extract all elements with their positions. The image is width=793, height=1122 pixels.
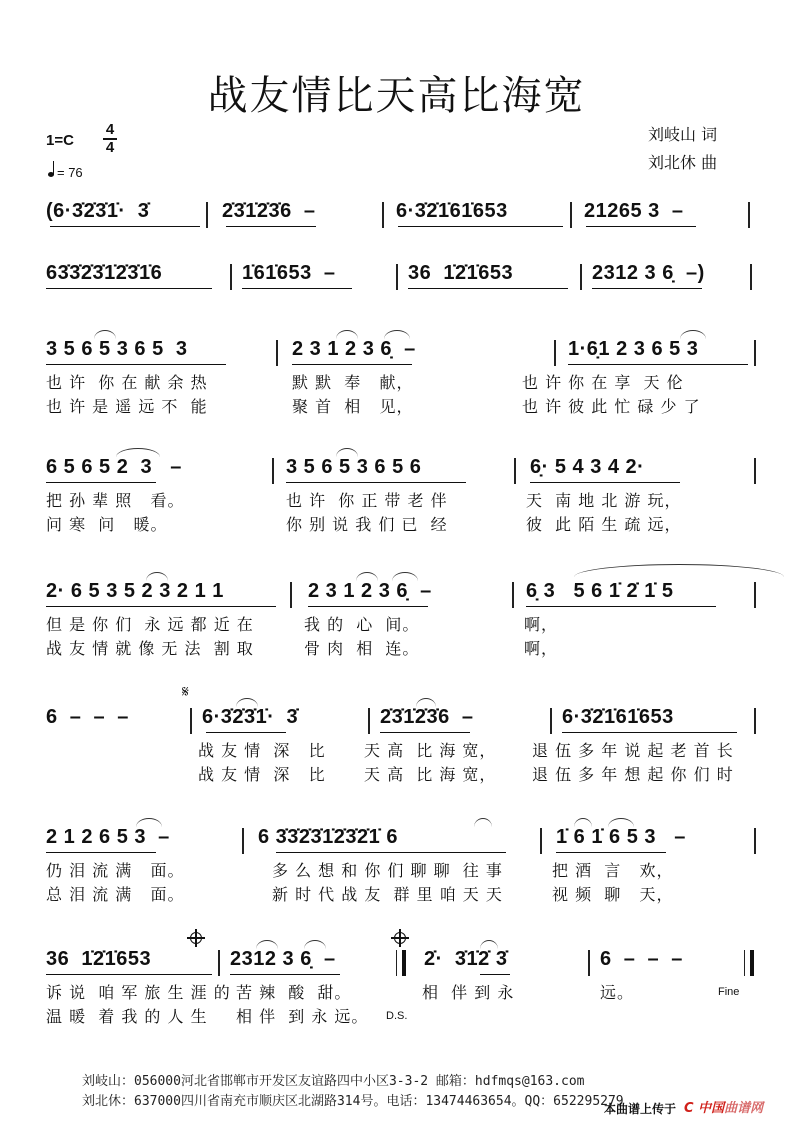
system-7 [46,826,756,904]
lyric-verse2: 也 许 彼 此 忙 碌 少 了 [522,397,701,416]
measure-5: 63̇3̇2̇3̇1̇2̇3̇1̇6 [46,262,163,284]
underline [556,852,666,853]
underline [592,288,702,289]
composer-credit: 刘北休 曲 [648,153,718,172]
lyric-verse2: 彼 此 陌 生 疏 远， [526,515,682,534]
lyric-verse1: 天 高 比 海 宽， [364,741,497,760]
barline [206,202,208,228]
footer-contact-composer: 刘北休：637000四川省南充市顺庆区北湖路314号。电话：13474463654。QQ：652295279 [82,1094,624,1109]
measure-18: 6 – – – [46,706,129,728]
measure-15: 2· 6 5 3 5 2 3 2 1 1 [46,580,224,602]
measure-19: 6·3̇2̇3̇1̇· 3̇ [202,706,299,728]
underline [46,852,156,853]
lyric-verse1: 也 许 你 正 带 老 伴 [286,491,448,510]
underline [286,482,466,483]
lyric-verse1: 多 么 想 和 你 们 聊 聊 往 事 [272,861,503,880]
barline [754,828,756,854]
lyric-verse1: 默 默 奉 献， [292,373,414,392]
lyric-verse1: 天 南 地 北 游 玩， [526,491,682,510]
coda-icon [190,932,202,944]
logo-icon: C [684,1101,694,1116]
measure-12: 6 5 6 5 2 3 – [46,456,182,478]
system-3 [46,338,756,416]
lyric-verse2: 也 许 是 遥 远 不 能 [46,397,208,416]
underline [480,974,510,975]
measure-4: 21265 3 – [584,200,684,222]
measure-1: (6·3̇2̇3̇1̇· 3̇ [46,200,150,222]
lyric-verse1: 诉 说 咱 军 旅 生 涯 的 [46,983,231,1002]
lyric-verse1: 退 伍 多 年 说 起 老 首 长 [532,741,734,760]
barline [276,340,278,366]
lyric-verse2: 退 伍 多 年 想 起 你 们 时 [532,765,734,784]
barline [382,202,384,228]
underline [562,732,737,733]
barline [754,340,756,366]
system-1 [46,200,756,230]
measure-10: 2 3 1 2 3 6̣ – [292,338,416,360]
barline [554,340,556,366]
barline [750,264,752,290]
segno-icon: 𝄋 [182,682,189,701]
barline [570,202,572,228]
measure-27: 2̇· 3̇1̇2̇ 3̇ [424,948,508,970]
measure-3: 6·3̇2̇1̇61̇653 [396,200,508,222]
underline [526,606,716,607]
barline [550,708,552,734]
lyric-verse2: 视 频 聊 天， [552,885,674,904]
fine-marking: Fine [718,986,740,998]
barline [272,458,274,484]
underline [530,482,680,483]
song-title: 战友情比天高比海宽 [207,73,586,119]
measure-20: 2̇3̇1̇2̇3̇6 – [380,706,474,728]
underline [226,226,316,227]
measure-24: 1̇ 6 1̇ 6 5 3 – [556,826,686,848]
underline [46,606,276,607]
underline [568,364,748,365]
lyric-verse2: 温 暖 着 我 的 人 生 [46,1007,208,1026]
measure-26: 2312 3 6̣ – [230,948,336,970]
barline [512,582,514,608]
underline [380,732,470,733]
barline [218,950,220,976]
upload-credit: 本曲谱上传于 [604,1102,677,1116]
ds-marking: D.S. [386,1010,408,1022]
system-8 [46,948,756,1026]
lyric-verse2: 相 伴 到 永 远。 [236,1007,369,1026]
measure-9: 3 5 6 5 3 6 5 3 [46,338,188,360]
measure-11: 1·6̣1 2 3 6 5 3 [568,338,699,360]
lyric-verse2: 总 泪 流 满 面。 [46,885,185,904]
tempo-value: = 76 [57,165,83,180]
lyric-verse2: 你 别 说 我 们 已 经 [286,515,448,534]
barline [190,708,192,734]
lyric-verse2: 战 友 情 就 像 无 法 割 取 [46,639,254,658]
coda-icon [394,932,406,944]
lyric-verse1: 把 孙 辈 照 看。 [46,491,185,510]
lyric-verse2: 战 友 情 深 比 [198,765,326,784]
underline [46,364,226,365]
lyric-verse2: 聚 首 相 见， [292,397,414,416]
barline [540,828,542,854]
underline [50,226,200,227]
barline [748,202,750,228]
system-2 [46,262,756,292]
underline [46,288,212,289]
underline [586,226,696,227]
lyric-verse1: 也 许 你 在 享 天 伦 [522,373,684,392]
measure-14: 6̣· 5 4 3 4 2· [530,456,645,478]
footer-contact-lyricist: 刘岐山：056000河北省邯郸市开发区友谊路四中小区3-3-2 邮箱：hdfmqs@163.com [82,1074,585,1089]
underline [308,606,428,607]
key-signature: 1=C [46,132,74,149]
lyric-verse1: 远。 [600,983,635,1002]
barline [580,264,582,290]
barline [514,458,516,484]
lyric-verse2: 新 时 代 战 友 群 里 咱 天 天 [272,885,503,904]
lyric-verse1: 苦 辣 酸 甜。 [236,983,352,1002]
lyric-verse2: 啊， [524,639,559,658]
lyric-verse1: 把 酒 言 欢， [552,861,674,880]
tempo-marking [48,165,83,180]
measure-6: 1̇61̇653 – [242,262,336,284]
underline [46,974,212,975]
lyric-verse2: 骨 肉 相 连。 [304,639,420,658]
time-signature [103,122,117,156]
underline [230,974,340,975]
system-6 [46,682,756,784]
logo-text-b: 曲谱网 [724,1101,764,1116]
measure-23: 6 3̇3̇2̇3̇1̇2̇3̇2̇1̇ 6 [258,826,398,848]
lyric-verse1: 相 伴 到 永 [422,983,515,1002]
measure-7: 36 1̇2̇1̇653 [408,262,514,284]
underline [242,288,352,289]
barline [230,264,232,290]
lyric-verse2: 天 高 比 海 宽， [364,765,497,784]
system-5 [46,580,756,658]
measure-17: 6̣ 3 5 6 1̇ 2̇ 1̇ 5 [526,580,674,602]
measure-16: 2 3 1 2 3 6̣ – [308,580,432,602]
barline [396,264,398,290]
slur [474,818,492,827]
lyric-verse1: 也 许 你 在 献 余 热 [46,373,208,392]
lyric-verse1: 战 友 情 深 比 [198,741,326,760]
measure-13: 3 5 6 5 3 6 5 6 [286,456,422,478]
underline [398,226,563,227]
barline [754,458,756,484]
quarter-note-icon [48,172,54,177]
underline [276,852,506,853]
barline [754,582,756,608]
lyric-verse1: 我 的 心 间。 [304,615,420,634]
slur [574,564,784,577]
barline [290,582,292,608]
measure-21: 6·3̇2̇1̇61̇653 [562,706,674,728]
final-barline [744,950,754,976]
underline [292,364,412,365]
barline [368,708,370,734]
measure-25: 36 1̇2̇1̇653 [46,948,152,970]
lyric-verse2: 问 寒 问 暖。 [46,515,168,534]
logo-text-a: 中国 [698,1101,725,1116]
lyric-verse1: 啊， [524,615,559,634]
underline [46,482,156,483]
time-signature-bottom: 4 [105,139,115,156]
barline [242,828,244,854]
time-signature-top: 4 [105,121,115,138]
site-logo[interactable] [684,1097,763,1116]
barline [754,708,756,734]
barline [588,950,590,976]
system-4 [46,456,756,534]
measure-22: 2 1 2 6 5 3 – [46,826,170,848]
measure-2: 2̇3̇1̇2̇3̇6 – [222,200,316,222]
underline [206,732,286,733]
lyric-verse1: 但 是 你 们 永 远 都 近 在 [46,615,254,634]
measure-28: 6 – – – [600,948,683,970]
repeat-barline [396,950,406,976]
lyricist-credit: 刘岐山 词 [648,125,718,144]
underline [408,288,568,289]
lyric-verse1: 仍 泪 流 满 面。 [46,861,185,880]
measure-8: 2312 3 6̣ –) [592,262,705,284]
